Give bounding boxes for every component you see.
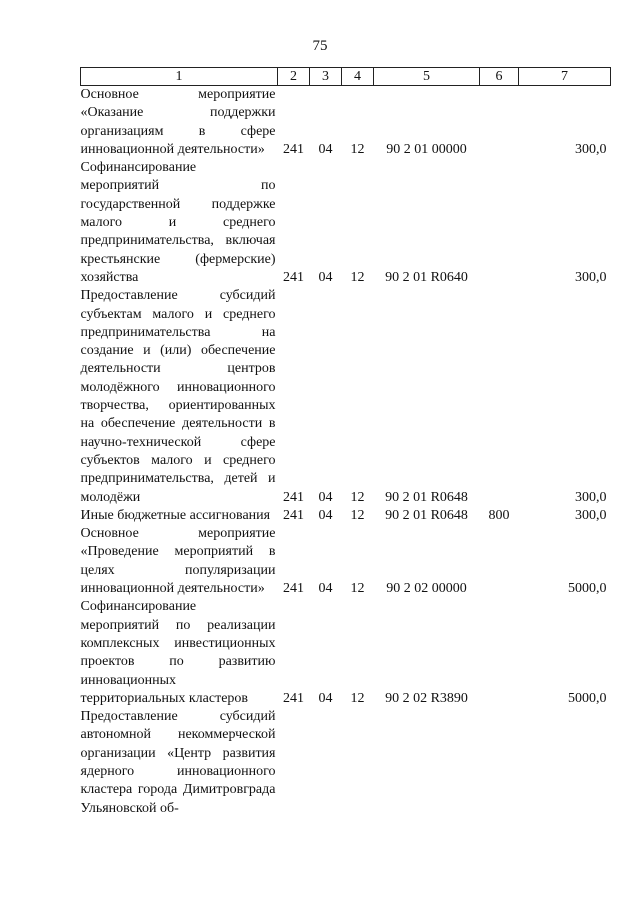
table-row (81, 159, 611, 287)
row-amount: 300,0 (575, 507, 607, 523)
row-section (310, 708, 342, 818)
row-ministry: 241 (283, 690, 304, 706)
column-header: 1 (81, 68, 278, 86)
row-amount (519, 708, 611, 818)
row-target (374, 708, 480, 818)
row-name: Предоставление субсидий автономной некоммерческой организации «Центр развития ядерного инновационного кластера города Димитровграда Ульяновской об- (80, 709, 276, 816)
row-target: 90 2 01 R0648 (385, 507, 468, 523)
row-section: 04 (318, 269, 333, 285)
row-amount: 300,0 (575, 489, 607, 505)
row-section: 04 (318, 507, 333, 523)
column-header: 4 (342, 68, 374, 86)
row-amount: 300,0 (575, 141, 607, 157)
row-subsection: 12 (350, 269, 365, 285)
row-type (480, 525, 519, 598)
row-subsection: 12 (350, 581, 365, 597)
row-subsection: 12 (350, 507, 365, 523)
row-ministry: 241 (283, 141, 304, 157)
row-name: Софинансирование мероприятий по реализации комплексных инвестиционных проектов по развитию инновационных территориальных кластеров (80, 599, 276, 706)
row-name: Иные бюджетные ассигнования (80, 507, 271, 523)
table-row (81, 86, 611, 160)
row-ministry: 241 (283, 269, 304, 285)
row-type (480, 287, 519, 507)
table-header-row (81, 68, 611, 86)
row-section: 04 (318, 141, 333, 157)
row-subsection: 12 (350, 690, 365, 706)
column-header: 5 (374, 68, 480, 86)
table-row (81, 598, 611, 708)
row-type (480, 598, 519, 708)
row-ministry: 241 (283, 489, 304, 505)
row-ministry (278, 708, 310, 818)
row-type (480, 86, 519, 160)
row-ministry: 241 (283, 507, 304, 523)
row-target: 90 2 01 R0640 (385, 269, 468, 285)
page-number: 75 (312, 38, 328, 54)
table-row (81, 507, 611, 525)
column-header: 6 (480, 68, 519, 86)
table-row (81, 525, 611, 598)
row-target: 90 2 01 00000 (386, 141, 467, 157)
column-header: 7 (519, 68, 611, 86)
row-name: Основное мероприятие «Проведение мероприятий в целях популяризации инновационной деятельности» (80, 526, 276, 597)
row-section: 04 (318, 581, 333, 597)
row-amount: 5000,0 (568, 690, 607, 706)
table-row (81, 287, 611, 507)
row-name: Основное мероприятие «Оказание поддержки организациям в сфере инновационной деятельности» (80, 87, 276, 157)
row-name: Софинансирование мероприятий по государственной поддержке малого и среднего предпринимательства, включая крестьянские (фермерские) хозяйства (80, 160, 276, 285)
row-section: 04 (318, 690, 333, 706)
row-type (480, 159, 519, 287)
row-subsection: 12 (350, 141, 365, 157)
row-type (480, 708, 519, 818)
budget-table (80, 67, 611, 818)
row-ministry: 241 (283, 581, 304, 597)
row-subsection: 12 (350, 489, 365, 505)
column-header: 3 (310, 68, 342, 86)
column-header: 2 (278, 68, 310, 86)
row-name: Предоставление субсидий субъектам малого и среднего предпринимательства на создание и (или) обеспечение деятельности центров молодёжного инновационного творчества, ориентированных на обеспечение деятельности в научно-технической сфере субъектов малого и среднего предпринимательства, детей и молодёжи (80, 288, 276, 505)
row-section: 04 (318, 489, 333, 505)
row-target: 90 2 02 00000 (386, 581, 467, 597)
row-subsection (342, 708, 374, 818)
row-target: 90 2 01 R0648 (385, 489, 468, 505)
row-amount: 5000,0 (568, 581, 607, 597)
row-amount: 300,0 (575, 269, 607, 285)
row-type: 800 (488, 507, 510, 523)
table-row (81, 708, 611, 818)
row-target: 90 2 02 R3890 (385, 690, 468, 706)
